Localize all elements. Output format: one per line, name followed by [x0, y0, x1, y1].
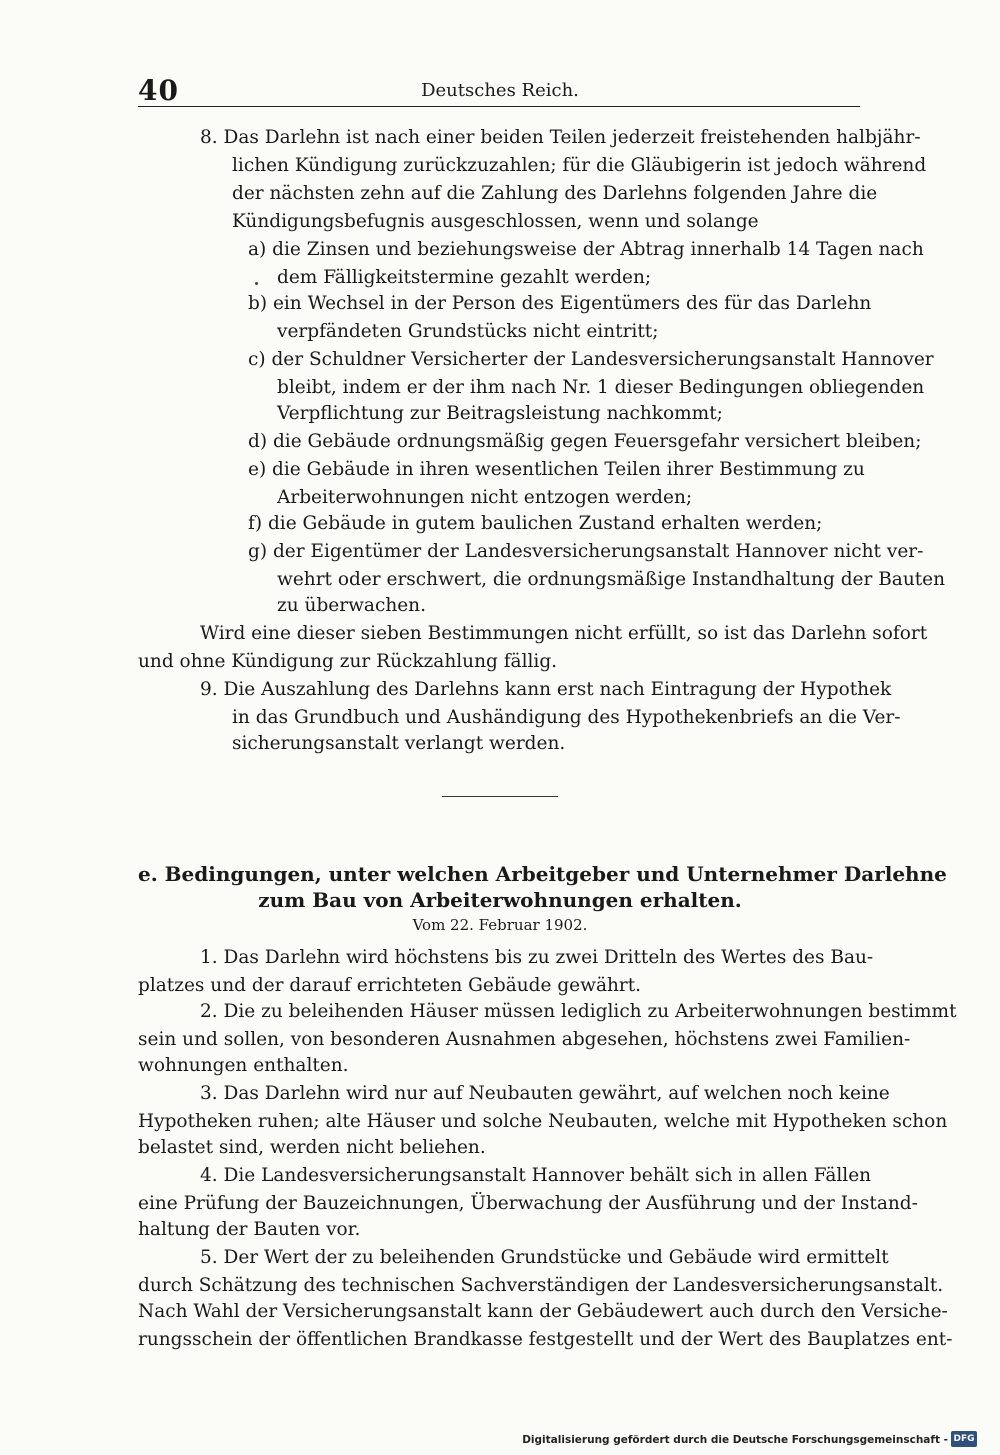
- body-line: a) die Zinsen und beziehungsweise der Abtrag innerhalb 14 Tagen nach: [248, 239, 924, 260]
- section-line: 5. Der Wert der zu beleihenden Grundstücke und Gebäude wird ermittelt: [200, 1247, 889, 1268]
- body-line: in das Grundbuch und Aushändigung des Hypothekenbriefs an die Ver-: [232, 707, 901, 728]
- body-line: verpfändeten Grundstücks nicht eintritt;: [277, 321, 659, 342]
- header-rule: [138, 106, 860, 107]
- body-line: lichen Kündigung zurückzuzahlen; für die Gläubigerin ist jedoch während: [232, 155, 927, 176]
- body-line: der nächsten zehn auf die Zahlung des Darlehns folgenden Jahre die: [232, 183, 878, 204]
- body-line: d) die Gebäude ordnungsmäßig gegen Feuersgefahr versichert bleiben;: [248, 431, 922, 452]
- body-line: e) die Gebäude in ihren wesentlichen Teilen ihrer Bestimmung zu: [248, 459, 865, 480]
- section-line: rungsschein der öffentlichen Brandkasse festgestellt und der Wert des Bauplatzes ent-: [138, 1329, 953, 1350]
- section-line: sein und sollen, von besonderen Ausnahmen abgesehen, höchstens zwei Familien-: [138, 1029, 911, 1050]
- section-date: Vom 22. Februar 1902.: [412, 916, 588, 934]
- section-line: 1. Das Darlehn wird höchstens bis zu zwei Dritteln des Wertes des Bau-: [200, 947, 874, 968]
- digitization-credit: Digitalisierung gefördert durch die Deutsche Forschungsgemeinschaft -: [522, 1434, 948, 1446]
- body-line: b) ein Wechsel in der Person des Eigentümers des für das Darlehn: [248, 293, 872, 314]
- speck: [255, 282, 258, 285]
- body-line: 8. Das Darlehn ist nach einer beiden Teilen jederzeit freistehenden halbjähr-: [200, 127, 921, 148]
- body-line: bleibt, indem er der ihm nach Nr. 1 dieser Bedingungen obliegenden: [277, 377, 925, 398]
- section-line: wohnungen enthalten.: [138, 1055, 349, 1076]
- body-line: zu überwachen.: [277, 595, 426, 616]
- body-line: sicherungsanstalt verlangt werden.: [232, 733, 566, 754]
- section-line: 2. Die zu beleihenden Häuser müssen lediglich zu Arbeiterwohnungen bestimmt: [200, 1001, 957, 1022]
- running-title: Deutsches Reich.: [421, 80, 579, 101]
- section-line: Hypotheken ruhen; alte Häuser und solche Neubauten, welche mit Hypotheken schon: [138, 1111, 948, 1132]
- section-line: haltung der Bauten vor.: [138, 1219, 361, 1240]
- dfg-logo: DFG: [951, 1431, 977, 1447]
- body-line: Arbeiterwohnungen nicht entzogen werden;: [277, 487, 693, 508]
- section-line: belastet sind, werden nicht beliehen.: [138, 1137, 486, 1158]
- body-line: c) der Schuldner Versicherter der Landesversicherungsanstalt Hannover: [248, 349, 934, 370]
- section-divider: [442, 796, 558, 797]
- body-line: g) der Eigentümer der Landesversicherungsanstalt Hannover nicht ver-: [248, 541, 924, 562]
- section-line: 4. Die Landesversicherungsanstalt Hannover behält sich in allen Fällen: [200, 1165, 872, 1186]
- body-line: und ohne Kündigung zur Rückzahlung fällig.: [138, 651, 558, 672]
- body-line: wehrt oder erschwert, die ordnungsmäßige Instandhaltung der Bauten: [277, 569, 946, 590]
- section-line: Nach Wahl der Versicherungsanstalt kann der Gebäudewert auch durch den Versiche-: [138, 1301, 948, 1322]
- section-line: eine Prüfung der Bauzeichnungen, Überwachung der Ausführung und der Instand-: [138, 1193, 918, 1214]
- section-line: durch Schätzung des technischen Sachverständigen der Landesversicherungsanstalt.: [138, 1275, 944, 1296]
- body-line: Verpflichtung zur Beitragsleistung nachkommt;: [277, 403, 723, 424]
- body-line: f) die Gebäude in gutem baulichen Zustand erhalten werden;: [248, 513, 823, 534]
- section-title: e. Bedingungen, unter welchen Arbeitgeber und Unternehmer Darlehne: [138, 862, 947, 886]
- section-line: 3. Das Darlehn wird nur auf Neubauten gewährt, auf welchen noch keine: [200, 1083, 890, 1104]
- section-line: platzes und der darauf errichteten Gebäude gewährt.: [138, 975, 642, 996]
- body-line: Wird eine dieser sieben Bestimmungen nicht erfüllt, so ist das Darlehn sofort: [200, 623, 928, 644]
- body-line: 9. Die Auszahlung des Darlehns kann erst nach Eintragung der Hypothek: [200, 679, 892, 700]
- section-title: zum Bau von Arbeiterwohnungen erhalten.: [258, 888, 742, 912]
- body-line: Kündigungsbefugnis ausgeschlossen, wenn und solange: [232, 211, 759, 232]
- page-number: 40: [138, 74, 179, 107]
- body-line: dem Fälligkeitstermine gezahlt werden;: [277, 267, 652, 288]
